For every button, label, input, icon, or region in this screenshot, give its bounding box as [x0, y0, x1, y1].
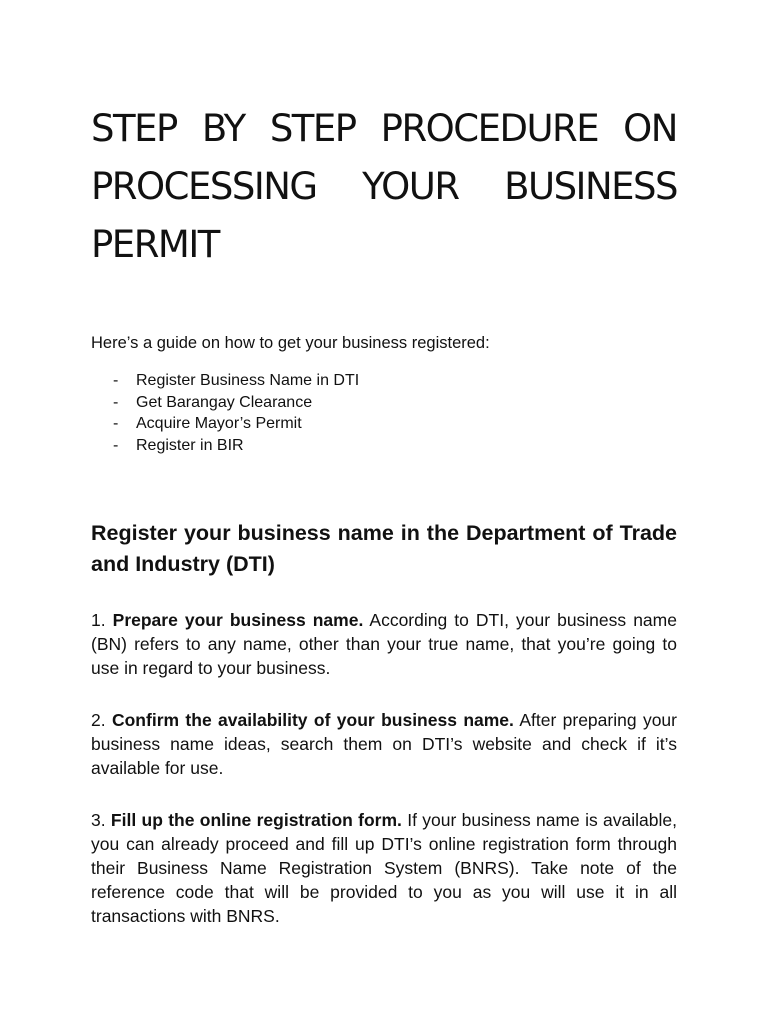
- bullet-dash: -: [113, 372, 119, 389]
- bullet-dash: -: [113, 436, 119, 454]
- step-title: Prepare your business name.: [112, 610, 364, 630]
- step-number: 1.: [91, 610, 106, 630]
- section-heading: Register your business name in the Department of Trade and Industry (DTI): [91, 521, 677, 576]
- step-title: Confirm the availability of your business name.: [111, 710, 514, 730]
- list-item-text: Get Barangay Clearance: [136, 393, 313, 411]
- intro-text: Here’s a guide on how to get your business registered:: [91, 334, 490, 352]
- bullet-dash: -: [113, 393, 119, 411]
- step-text: After preparing your business name ideas, search them on DTI’s website and check if it’s available for use.: [91, 710, 677, 778]
- step-paragraph: [91, 608, 677, 680]
- list-item-text: Register Business Name in DTI: [136, 372, 360, 389]
- list-item: [113, 435, 359, 457]
- list-item-text: Acquire Mayor’s Permit: [136, 415, 302, 432]
- step-number: 3.: [91, 810, 106, 830]
- step-paragraph: [91, 808, 677, 928]
- step-title: Fill up the online registration form.: [110, 810, 402, 830]
- step-paragraph: [91, 708, 677, 780]
- step-number: 2.: [91, 710, 106, 730]
- step-text: If your business name is available, you can already proceed and fill up DTI’s online registration form through their Business Name Registration System (BNRS). Take note of the reference code that will be provided to you as you will use it in all transactions with BNRS.: [91, 810, 677, 926]
- list-item-text: Register in BIR: [136, 436, 244, 454]
- document-title: STEP BY STEP PROCEDURE ON PROCESSING YOUR BUSINESS PERMIT: [91, 107, 677, 266]
- list-item: [113, 370, 359, 392]
- bullet-dash: -: [113, 415, 119, 432]
- steps-overview-list: [113, 370, 359, 456]
- list-item: [113, 413, 359, 435]
- step-text: According to DTI, your business name (BN) refers to any name, other than your true name, that you’re going to use in regard to your business.: [91, 610, 677, 678]
- list-item: [113, 392, 359, 414]
